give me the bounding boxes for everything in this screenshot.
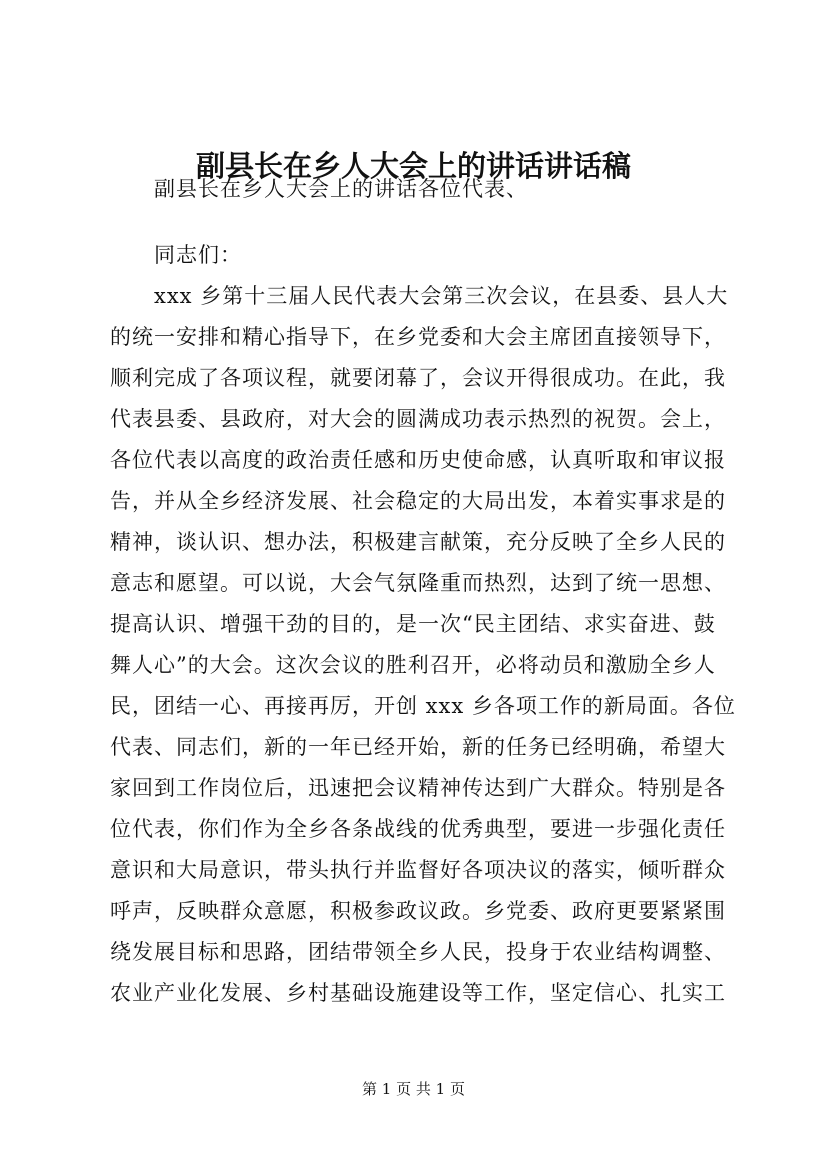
page-footer: 第 1 页 共 1 页	[362, 1080, 465, 1098]
document-title: 副县长在乡人大会上的讲话讲话稿	[195, 149, 631, 183]
body-line: 顺利完成了各项议程，就要闭幕了，会议开得很成功。在此，我	[110, 366, 726, 390]
body-line: 提高认识、增强干劲的目的，是一次“民主团结、求实奋进、鼓	[110, 612, 716, 636]
body-line: 舞人心”的大会。这次会议的胜利召开，必将动员和激励全乡人	[110, 653, 716, 677]
salutation: 同志们：	[154, 243, 242, 267]
body-line: 绕发展目标和思路，团结带领全乡人民，投身于农业结构调整、	[110, 940, 726, 964]
body-line: 位代表，你们作为全乡各条战线的优秀典型，要进一步强化责任	[110, 817, 726, 841]
body-line: xxx 乡第十三届人民代表大会第三次会议，在县委、县人大	[154, 284, 729, 308]
body-line: 的统一安排和精心指导下，在乡党委和大会主席团直接领导下，	[110, 325, 726, 349]
body-line: 代表、同志们，新的一年已经开始，新的任务已经明确，希望大	[110, 735, 726, 759]
body-line: 各位代表以高度的政治责任感和历史使命感，认真听取和审议报	[110, 448, 726, 472]
body-line: 家回到工作岗位后，迅速把会议精神传达到广大群众。特别是各	[110, 776, 726, 800]
body-line: 精神，谈认识、想办法，积极建言献策，充分反映了全乡人民的	[110, 530, 726, 554]
body-line: 民，团结一心、再接再厉，开创 xxx 乡各项工作的新局面。各位	[110, 694, 736, 718]
body-line: 农业产业化发展、乡村基础设施建设等工作，坚定信心、扎实工	[110, 981, 726, 1005]
body-line: 告，并从全乡经济发展、社会稳定的大局出发，本着实事求是的	[110, 489, 726, 513]
body-line: 意识和大局意识，带头执行并监督好各项决议的落实，倾听群众	[110, 858, 726, 882]
document-subtitle: 副县长在乡人大会上的讲话各位代表、	[154, 177, 528, 201]
body-line: 呼声，反映群众意愿，积极参政议政。乡党委、政府更要紧紧围	[110, 899, 726, 923]
body-line: 代表县委、县政府，对大会的圆满成功表示热烈的祝贺。会上，	[110, 407, 726, 431]
body-line: 意志和愿望。可以说，大会气氛隆重而热烈，达到了统一思想、	[110, 571, 726, 595]
